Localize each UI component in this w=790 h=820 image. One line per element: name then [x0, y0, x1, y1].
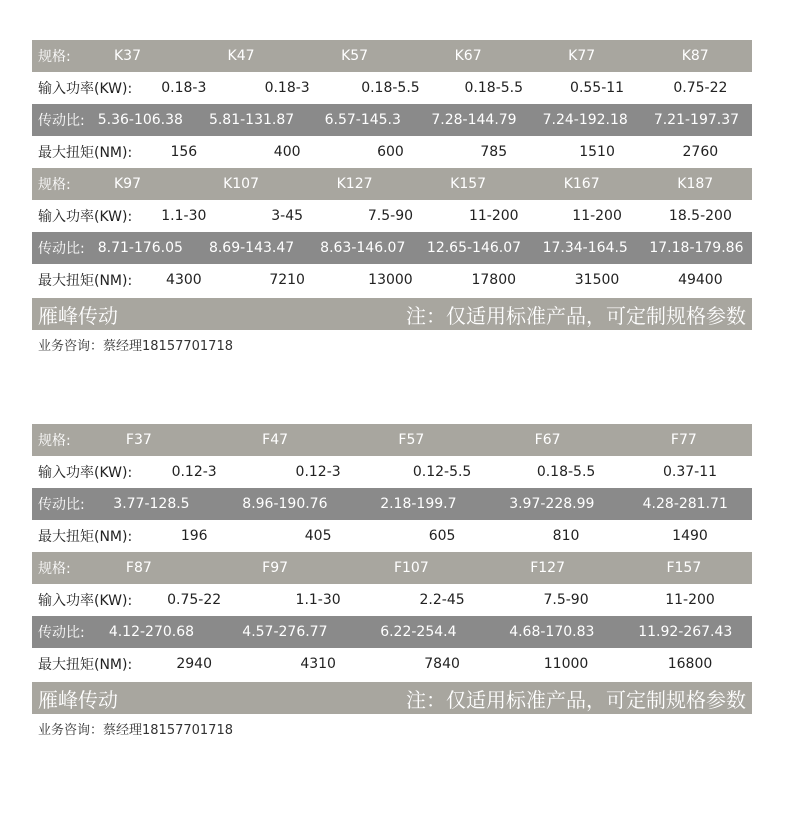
k-series-spec-table: [32, 40, 752, 354]
value-cell: 7.28-144.79: [431, 112, 517, 128]
value-cell: 7210: [269, 272, 305, 288]
value-cell: 16800: [667, 656, 713, 672]
value-cell: 6.57-145.3: [324, 112, 401, 128]
value-cell: 6.22-254.4: [380, 624, 457, 640]
model-cell: K167: [563, 176, 600, 192]
value-cell: 0.18-5.5: [464, 80, 524, 96]
value-cell: 2.18-199.7: [380, 496, 457, 512]
spec-row: [32, 648, 752, 680]
value-cell: 405: [304, 528, 332, 544]
value-cell: 1510: [579, 144, 615, 160]
row-label: 规格:: [38, 177, 71, 193]
row-label: 最大扭矩(NM):: [38, 273, 133, 289]
value-cell: 1.1-30: [295, 592, 341, 608]
value-cell: 0.12-3: [295, 464, 341, 480]
value-cell: 0.75-22: [167, 592, 222, 608]
value-cell: 810: [552, 528, 580, 544]
spec-row: [32, 488, 752, 520]
model-cell: K87: [681, 48, 709, 64]
spec-row: [32, 200, 752, 232]
row-label: 传动比:: [38, 113, 85, 129]
value-cell: 31500: [574, 272, 620, 288]
value-cell: 0.18-3: [161, 80, 207, 96]
row-label: 输入功率(KW):: [38, 209, 133, 225]
value-cell: 8.96-190.76: [242, 496, 328, 512]
model-cell: F87: [125, 560, 152, 576]
row-label: 输入功率(KW):: [38, 593, 133, 609]
row-label: 规格:: [38, 561, 71, 577]
spec-row: [32, 72, 752, 104]
value-cell: 600: [377, 144, 404, 160]
model-cell: K157: [450, 176, 487, 192]
value-cell: 605: [428, 528, 456, 544]
value-cell: 7840: [424, 656, 460, 672]
spec-row: [32, 232, 752, 264]
value-cell: 0.37-11: [663, 464, 718, 480]
footer-banner: [32, 298, 752, 330]
model-cell: K47: [227, 48, 255, 64]
row-label: 最大扭矩(NM):: [38, 657, 133, 673]
value-cell: 0.18-3: [264, 80, 310, 96]
value-cell: 18.5-200: [668, 208, 732, 224]
footer-note: 注：仅适用标准产品，可定制规格参数: [406, 687, 746, 712]
value-cell: 1490: [672, 528, 708, 544]
row-label: 最大扭矩(NM):: [38, 529, 133, 545]
model-cell: F57: [398, 432, 425, 448]
value-cell: 11.92-267.43: [638, 624, 733, 640]
value-cell: 0.12-5.5: [412, 464, 472, 480]
row-label: 规格:: [38, 433, 71, 449]
value-cell: 4.57-276.77: [242, 624, 328, 640]
value-cell: 0.75-22: [673, 80, 728, 96]
spec-row: [32, 104, 752, 136]
value-cell: 7.5-90: [367, 208, 414, 224]
footer-note: 注：仅适用标准产品，可定制规格参数: [406, 303, 746, 328]
brand-name: 雁峰传动: [38, 303, 118, 328]
value-cell: 156: [170, 144, 198, 160]
spec-header-row: [32, 40, 752, 72]
value-cell: 1.1-30: [161, 208, 207, 224]
f-series-spec-table: [32, 424, 752, 738]
spec-row: [32, 584, 752, 616]
value-cell: 785: [480, 144, 508, 160]
brand-name: 雁峰传动: [38, 687, 118, 712]
value-cell: 17.34-164.5: [542, 240, 628, 256]
spec-row: [32, 136, 752, 168]
value-cell: 12.65-146.07: [426, 240, 522, 256]
model-cell: F37: [125, 432, 152, 448]
value-cell: 17.18-179.86: [649, 240, 744, 256]
value-cell: 2940: [176, 656, 212, 672]
model-cell: F97: [262, 560, 289, 576]
value-cell: 7.21-197.37: [653, 112, 740, 128]
value-cell: 0.18-5.5: [536, 464, 596, 480]
value-cell: 11-200: [468, 208, 519, 224]
model-cell: K37: [113, 48, 141, 64]
spec-row: [32, 616, 752, 648]
value-cell: 5.81-131.87: [208, 112, 295, 128]
spec-header-row: [32, 424, 752, 456]
value-cell: 13000: [368, 272, 413, 288]
value-cell: 17800: [471, 272, 517, 288]
value-cell: 7.5-90: [543, 592, 589, 608]
value-cell: 4.12-270.68: [108, 624, 195, 640]
value-cell: 3-45: [271, 208, 304, 224]
model-cell: F47: [262, 432, 289, 448]
row-label: 传动比:: [38, 625, 85, 641]
row-label: 最大扭矩(NM):: [38, 145, 133, 161]
value-cell: 0.18-5.5: [361, 80, 420, 96]
value-cell: 3.77-128.5: [113, 496, 190, 512]
model-cell: K107: [223, 176, 259, 192]
value-cell: 8.71-176.05: [97, 240, 183, 256]
value-cell: 8.63-146.07: [320, 240, 406, 256]
model-cell: F157: [666, 560, 702, 576]
spec-header-row: [32, 168, 752, 200]
value-cell: 2760: [682, 144, 719, 160]
row-label: 传动比:: [38, 241, 85, 257]
model-cell: K127: [336, 176, 373, 192]
value-cell: 5.36-106.38: [97, 112, 183, 128]
footer-banner: [32, 682, 752, 714]
row-label: 输入功率(KW):: [38, 81, 133, 97]
spec-header-row: [32, 552, 752, 584]
value-cell: 400: [273, 144, 301, 160]
spec-row: [32, 520, 752, 552]
row-label: 规格:: [38, 49, 71, 65]
model-cell: F67: [534, 432, 561, 448]
contact-info: 业务咨询：蔡经理18157701718: [38, 339, 233, 354]
value-cell: 196: [180, 528, 208, 544]
model-cell: F107: [393, 560, 429, 576]
spec-row: [32, 456, 752, 488]
row-label: 输入功率(KW):: [38, 465, 133, 481]
model-cell: K187: [677, 176, 714, 192]
value-cell: 4.68-170.83: [509, 624, 595, 640]
model-cell: F77: [670, 432, 697, 448]
value-cell: 11-200: [665, 592, 715, 608]
value-cell: 3.97-228.99: [509, 496, 595, 512]
value-cell: 4300: [166, 272, 202, 288]
value-cell: 4310: [300, 656, 336, 672]
value-cell: 2.2-45: [419, 592, 465, 608]
model-cell: K77: [568, 48, 596, 64]
value-cell: 11000: [543, 656, 589, 672]
value-cell: 11-200: [572, 208, 622, 224]
model-cell: K57: [341, 48, 369, 64]
value-cell: 4.28-281.71: [642, 496, 728, 512]
value-cell: 7.24-192.18: [542, 112, 628, 128]
contact-info: 业务咨询：蔡经理18157701718: [38, 723, 233, 738]
value-cell: 0.55-11: [570, 80, 625, 96]
value-cell: 49400: [678, 272, 723, 288]
spec-row: [32, 264, 752, 296]
model-cell: K97: [113, 176, 141, 192]
model-cell: K67: [454, 48, 482, 64]
row-label: 传动比:: [38, 497, 85, 513]
value-cell: 8.69-143.47: [208, 240, 295, 256]
value-cell: 0.12-3: [171, 464, 217, 480]
model-cell: F127: [530, 560, 565, 576]
